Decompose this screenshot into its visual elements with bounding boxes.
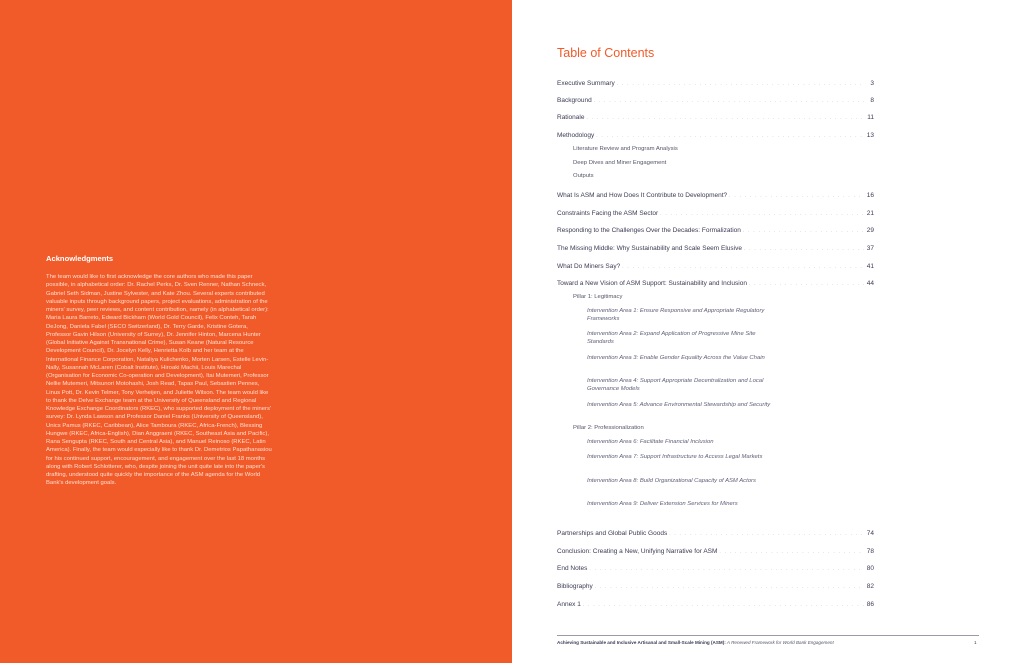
table-of-contents-page xyxy=(512,0,1024,663)
acknowledgments-section xyxy=(46,254,272,488)
toc-entry-formalization[interactable] xyxy=(557,227,874,234)
toc-intervention-8[interactable]: Intervention Area 8: Build Organizational Capacity of ASM Actors xyxy=(587,478,756,484)
toc-entry-page: 21 xyxy=(866,210,874,217)
toc-intervention-1[interactable]: Intervention Area 1: Ensure Responsive and Appropriate Regulatory Frameworks xyxy=(587,308,765,322)
toc-leader-dots xyxy=(595,584,864,590)
footer-title-italic: A Renewed Framework for World Bank Engagement xyxy=(725,640,834,645)
toc-pillar-legitimacy[interactable]: Pillar 1: Legitimacy xyxy=(573,294,623,300)
toc-sub-literature-review[interactable]: Literature Review and Program Analysis xyxy=(573,146,678,152)
toc-entry-what-is-asm[interactable] xyxy=(557,192,874,199)
toc-entry-page: 8 xyxy=(870,97,874,104)
toc-leader-dots xyxy=(594,98,864,104)
toc-title: Table of Contents xyxy=(557,46,655,60)
toc-entry-label: End Notes xyxy=(557,565,588,572)
footer-divider xyxy=(557,635,979,636)
toc-leader-dots xyxy=(660,211,864,217)
toc-entry-constraints[interactable] xyxy=(557,210,874,217)
toc-entry-annex-1[interactable] xyxy=(557,601,874,608)
toc-pillar-professionalization[interactable]: Pillar 2: Professionalization xyxy=(573,425,644,431)
toc-leader-dots xyxy=(622,264,864,270)
toc-entry-methodology[interactable] xyxy=(557,132,874,139)
toc-entry-label: Conclusion: Creating a New, Unifying Narrative for ASM xyxy=(557,548,718,555)
toc-sub-deep-dives[interactable]: Deep Dives and Miner Engagement xyxy=(573,160,667,166)
toc-entry-new-vision[interactable] xyxy=(557,280,874,287)
toc-entry-label: The Missing Middle: Why Sustainability and Scale Seem Elusive xyxy=(557,245,742,252)
toc-leader-dots xyxy=(586,115,864,121)
toc-entry-page: 16 xyxy=(866,192,874,199)
toc-leader-dots xyxy=(749,281,864,287)
toc-entry-page: 41 xyxy=(866,263,874,270)
toc-entry-page: 3 xyxy=(870,80,874,87)
toc-entry-partnerships[interactable] xyxy=(557,530,874,537)
toc-entry-page: 11 xyxy=(867,114,874,121)
toc-entry-label: Toward a New Vision of ASM Support: Sustainability and Inclusion xyxy=(557,280,747,287)
toc-intervention-2[interactable]: Intervention Area 2: Expand Application of Progressive Mine Site Standards xyxy=(587,331,756,345)
toc-entry-page: 80 xyxy=(866,565,874,572)
toc-intervention-4[interactable]: Intervention Area 4: Support Appropriate Decentralization and Local Governance Models xyxy=(587,378,764,392)
toc-entry-missing-middle[interactable] xyxy=(557,245,874,252)
toc-entry-label: Executive Summary xyxy=(557,80,615,87)
toc-entry-page: 37 xyxy=(866,245,874,252)
toc-leader-dots xyxy=(596,133,864,139)
acknowledgments-heading: Acknowledgments xyxy=(46,254,114,263)
toc-entry-page: 82 xyxy=(866,583,874,590)
toc-entry-end-notes[interactable] xyxy=(557,565,874,572)
toc-leader-dots xyxy=(669,531,864,537)
toc-entry-page: 44 xyxy=(866,280,874,287)
toc-entry-label: Bibliography xyxy=(557,583,593,590)
toc-entry-label: What Is ASM and How Does It Contribute to Development? xyxy=(557,192,728,199)
toc-entry-label: Responding to the Challenges Over the Decades: Formalization xyxy=(557,227,741,234)
toc-intervention-3[interactable]: Intervention Area 3: Enable Gender Equality Across the Value Chain xyxy=(587,355,765,361)
toc-leader-dots xyxy=(617,81,864,87)
toc-leader-dots xyxy=(719,549,864,555)
toc-sub-outputs[interactable]: Outputs xyxy=(573,173,594,179)
toc-intervention-5[interactable]: Intervention Area 5: Advance Environmental Stewardship and Security xyxy=(587,402,771,408)
toc-entry-page: 78 xyxy=(866,548,874,555)
toc-entry-label: Rationale xyxy=(557,114,585,121)
toc-entry-label: What Do Miners Say? xyxy=(557,263,621,270)
toc-entry-bibliography[interactable] xyxy=(557,583,874,590)
toc-entry-label: Methodology xyxy=(557,132,595,139)
toc-entry-page: 13 xyxy=(866,132,874,139)
toc-intervention-7[interactable]: Intervention Area 7: Support Infrastructure to Access Legal Markets xyxy=(587,454,763,460)
toc-entry-label: Background xyxy=(557,97,592,104)
toc-entry-conclusion[interactable] xyxy=(557,548,874,555)
toc-entry-what-do-miners-say[interactable] xyxy=(557,263,874,270)
acknowledgments-body: The team would like to first acknowledge the core authors who made this paper possible, in alphabetical order: Dr. Rachel Perks, Dr. Sven Renner, Nathan Schneck, Gabriel Seth Sidman, Justine Sylvester, and Kate Zhou. Several experts contributed valuable inputs through background papers, project evaluations, administration of the miners' survey, peer reviews, and content contribution, namely (in alphabetical order): Maria Laura Barreto, Edward Bickham (World Gold Council), Felix Conteh, Tarah DeJong, Daniela Fabel (SECO Switzerland), Dr. Terry Garde, Kristine Gotera, Professor Gavin Hilson (University of Surrey), Dr. Jennifer Hinton, Marcena Hunter (Global Initiative Against Transnational Crime), Susan Keane (Natural Resource Development Council), Dr. Jocelyn Kelly, Henrietta Kolb and her team at the International Finance Corporation, Nataliya Kulichenko, Morten Larsen, Estelle Levin-Nally, Susannah McLaren (Cobalt Institute), Hiroaki Machii, Louis Marechal (Organisation for Economic Co-operation and Development), Itai Mutemeri, Professor Nellie Mutemeri, Mitsunori Motohashi, Josh Read, Tapas Paul, Sebastien Pennes, Linus Pott, Dr. Kevin Telmer, Tony Verheijen, and Juliette Wilson. The team would like to thank the Delve Exchange team at the University of Queensland and Regional Knowledge Exchange Coordinators (RKEC), who supported deployment of the miners' survey: Dr. Lynda Lawson and Professor Daniel Franks (University of Queensland), Unics Pamus (RKEC, Caribbean), Alice Tamboura (RKEC, Africa-French), Blessing Hungwe (RKEC, Africa-English), Dian Anggraeni (RKEC, Southeast Asia and Pacific), Rana Sengupta (RKEC, South and Central Asia), and Manuel Reinoso (RKEC, Latin America). Finally, the team would especially like to thank Dr. Demetrios Papathanasiou for his continued support, encouragement, and engagement over the last 18 months along with Robert Schlotterer, who, despite joining the unit quite late into the paper's drafting, understood quite quickly the importance of the ASM agenda for the World Bank's development goals. xyxy=(46,274,272,487)
toc-leader-dots xyxy=(589,566,864,572)
toc-entry-background[interactable] xyxy=(557,97,874,104)
footer-title-bold: Achieving Sustainable and Inclusive Artisanal and Small-Scale Mining (ASM): xyxy=(557,640,726,645)
toc-entry-page: 74 xyxy=(866,530,874,537)
toc-entry-label: Annex 1 xyxy=(557,601,581,608)
toc-entry-label: Partnerships and Global Public Goods xyxy=(557,530,668,537)
toc-entry-page: 86 xyxy=(866,601,874,608)
toc-entry-page: 29 xyxy=(866,227,874,234)
toc-entry-rationale[interactable] xyxy=(557,114,874,121)
footer-document-title xyxy=(557,640,834,645)
toc-leader-dots xyxy=(744,246,864,252)
toc-leader-dots xyxy=(729,193,864,199)
toc-leader-dots xyxy=(583,602,864,608)
toc-entry-label: Constraints Facing the ASM Sector xyxy=(557,210,659,217)
toc-leader-dots xyxy=(743,228,864,234)
footer-page-number: 1 xyxy=(974,640,977,645)
toc-intervention-9[interactable]: Intervention Area 9: Deliver Extension Services for Miners xyxy=(587,501,738,507)
toc-intervention-6[interactable]: Intervention Area 6: Facilitate Financial Inclusion xyxy=(587,439,714,445)
toc-entry-executive-summary[interactable] xyxy=(557,80,874,87)
